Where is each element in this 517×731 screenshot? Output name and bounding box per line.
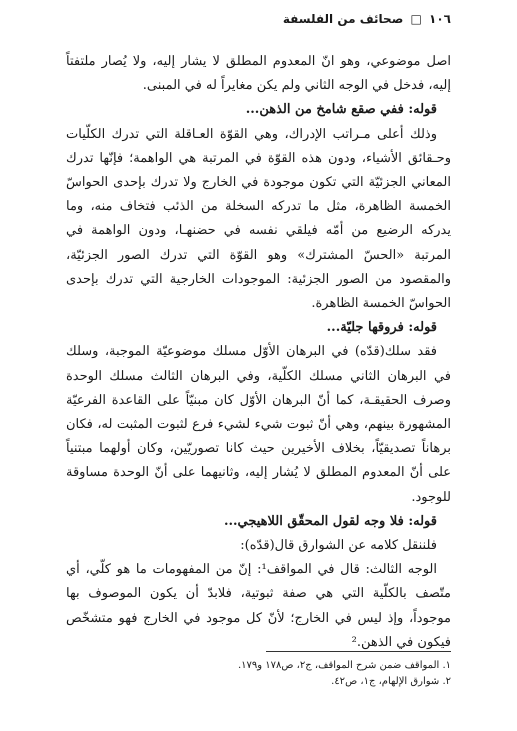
header-separator-icon: □ bbox=[410, 12, 422, 26]
paragraph-proofs: فقد سلك(قدّه) في البرهان الأوّل مسلك موضوعيّة الموجبة، وسلك في البرهان الثاني مسلك الكلّية، وفي البرهان الثالث مسلك الوحدة وصرف الحقيقـة، كما أنّ البرهان الأوّل كان مبنيّاً على القاعدة الفرعيّة المشهورة بينهم، وهي أنّ ثبوت شيء لشيء فرع لثبوت المثبت له، فكان برهاناً تصديقيّاً، بخلاف الأخيرين حيث كانا تصوريّين، وكان أولهما مبتنياً على أنّ المعدوم المطلق لا يُشار إليه، وثانيهما على أنّ الوحدة مساوقة للوجود. bbox=[66, 344, 451, 505]
quoted-heading: قوله: فروقها جليّة... bbox=[326, 320, 437, 336]
footnote-divider bbox=[266, 651, 451, 652]
paragraph-third-argument: الوجه الثالث: قال في المواقف¹: إنّ من المفهومات ما هو كلّي، أي متّصف بالكلّية التي هي صفة ثبوتية، فلابدّ أن يكون الموصوف بها موجوداً، وإذ ليس في الخارج؛ لأنّ كل موجود في الخارج فهو متشخّص فيكون في الذهن.² bbox=[66, 562, 451, 650]
book-title: صحائف من الفلسفة bbox=[282, 12, 404, 26]
page-header bbox=[66, 12, 451, 26]
footnotes bbox=[66, 658, 451, 690]
quoted-heading: قوله: فلا وجه لقول المحقّق اللاهيجي... bbox=[223, 513, 437, 529]
main-text bbox=[66, 50, 451, 655]
paragraph-faculties: وذلك أعلى مـراتب الإدراك، وهي القوّة العـاقلة التي تدرك الكلّيات وحـقائق الأشياء، ودون هذه القوّة في المرتبة هي الواهمة؛ فإنّها تدرك المعاني الجزئيّة التي تكون موجودة في الخارج ولا تدرك بإحدى الحواسّ الخمسة الظاهرة، مثل ما تدركه السخلة من الذئب فتخاف منه، وما يدركه الرضيع من أمّه فيلقي نفسه في حضنهـا، ودون الواهمة في المرتبة «الحسّ المشترك» وهو القوّة التي تدرك الصور الجزئيّة، والمقصود من الصور الجزئية: الموجودات الخارجية التي تدرك بإحدى الحواسّ الخمسة الظاهرة. bbox=[66, 126, 451, 312]
paragraph-continuation: اصل موضوعي، وهو انّ المعدوم المطلق لا يشار إليه، ولا يُصار ملتفتاً إليه، فدخل في الوجه الثاني ولم يكن مغايراً له في المبنى. bbox=[66, 54, 451, 94]
quoted-heading: قوله: ففي صقع شامخ من الذهن... bbox=[245, 102, 437, 118]
footnote-item: ٢. شوارق الإلهام، ج١، ص٤٢. bbox=[331, 676, 451, 687]
paragraph-transfer: فلننقل كلامه عن الشوارق قال(قدّه): bbox=[240, 538, 437, 554]
footnote-item: ١. المواقف ضمن شرح المواقف، ج٢، ص١٧٨ و١٧٩. bbox=[237, 660, 451, 671]
page-number: ١٠٦ bbox=[429, 12, 451, 26]
